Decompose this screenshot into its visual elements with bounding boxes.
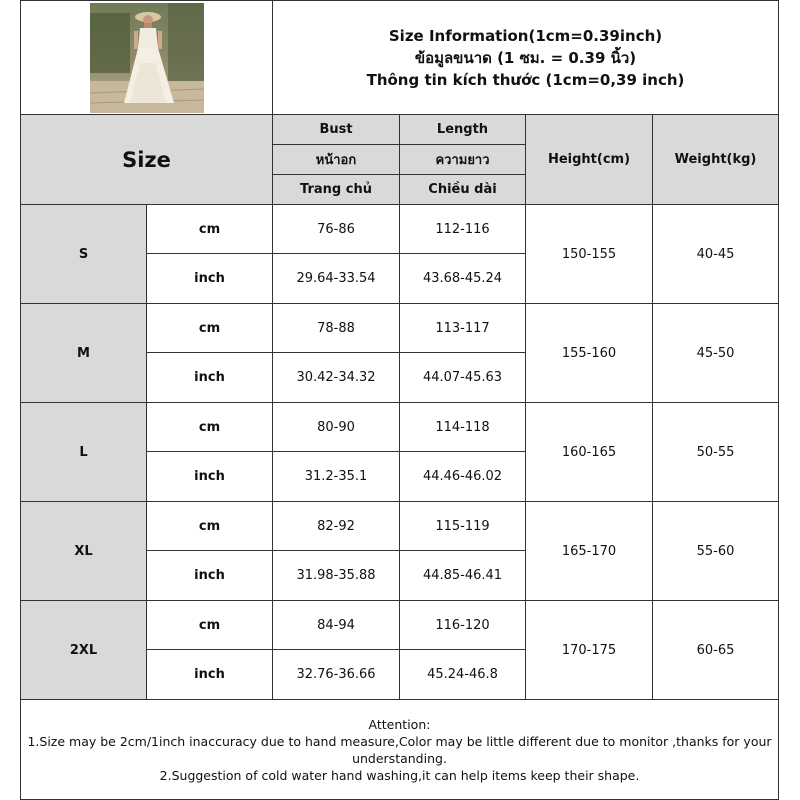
unit-cm-label: cm: [147, 601, 273, 650]
bust-cm-value: 78-88: [273, 304, 400, 353]
size-chart-table: [20, 0, 779, 800]
bust-cm-value: 84-94: [273, 601, 400, 650]
weight-value: 60-65: [653, 601, 779, 700]
title-line-vietnamese: Thông tin kích thước (1cm=0,39 inch): [366, 70, 685, 89]
title-line-english: Size Information(1cm=0.39inch): [388, 26, 663, 45]
bust-header-vietnamese: Trang chủ: [273, 175, 400, 205]
bust-cm-value: 76-86: [273, 205, 400, 254]
height-value: 150-155: [526, 205, 653, 304]
bust-header-english: Bust: [273, 115, 400, 145]
length-inch-value: 44.46-46.02: [400, 452, 526, 502]
table-row: [21, 205, 779, 254]
size-label: S: [21, 205, 147, 304]
unit-inch-label: inch: [147, 650, 273, 700]
bust-inch-value: 31.2-35.1: [273, 452, 400, 502]
height-value: 155-160: [526, 304, 653, 403]
unit-inch-label: inch: [147, 452, 273, 502]
unit-cm-label: cm: [147, 502, 273, 551]
weight-value: 50-55: [653, 403, 779, 502]
title-line-thai: ข้อมูลขนาด (1 ซม. = 0.39 นิ้ว): [414, 48, 637, 67]
bust-inch-value: 32.76-36.66: [273, 650, 400, 700]
length-inch-value: 44.07-45.63: [400, 353, 526, 403]
bust-cm-value: 80-90: [273, 403, 400, 452]
size-label: 2XL: [21, 601, 147, 700]
unit-inch-label: inch: [147, 254, 273, 304]
attention-notes: [21, 700, 779, 800]
table-row: [21, 601, 779, 650]
table-row: [21, 403, 779, 452]
table-row: [21, 502, 779, 551]
unit-cm-label: cm: [147, 205, 273, 254]
length-header-english: Length: [400, 115, 526, 145]
length-inch-value: 45.24-46.8: [400, 650, 526, 700]
unit-inch-label: inch: [147, 353, 273, 403]
size-information-title: [273, 1, 779, 115]
length-cm-value: 112-116: [400, 205, 526, 254]
size-label: XL: [21, 502, 147, 601]
bust-header-thai: หน้าอก: [273, 145, 400, 175]
size-label: L: [21, 403, 147, 502]
attention-note-2: 2.Suggestion of cold water hand washing,it can help items keep their shape.: [159, 767, 640, 783]
height-value: 160-165: [526, 403, 653, 502]
product-photo: [90, 3, 204, 113]
bust-inch-value: 30.42-34.32: [273, 353, 400, 403]
weight-value: 45-50: [653, 304, 779, 403]
height-value: 165-170: [526, 502, 653, 601]
unit-cm-label: cm: [147, 403, 273, 452]
length-inch-value: 44.85-46.41: [400, 551, 526, 601]
length-cm-value: 113-117: [400, 304, 526, 353]
length-header-thai: ความยาว: [400, 145, 526, 175]
table-row: [21, 304, 779, 353]
size-label: M: [21, 304, 147, 403]
length-header-vietnamese: Chiều dài: [400, 175, 526, 205]
bust-cm-value: 82-92: [273, 502, 400, 551]
unit-cm-label: cm: [147, 304, 273, 353]
length-cm-value: 114-118: [400, 403, 526, 452]
length-cm-value: 115-119: [400, 502, 526, 551]
product-photo-cell: [21, 1, 273, 115]
bust-inch-value: 29.64-33.54: [273, 254, 400, 304]
weight-header: Weight(kg): [653, 115, 779, 205]
bust-inch-value: 31.98-35.88: [273, 551, 400, 601]
length-inch-value: 43.68-45.24: [400, 254, 526, 304]
height-header: Height(cm): [526, 115, 653, 205]
size-column-header: Size: [21, 115, 273, 205]
attention-heading: Attention:: [368, 716, 431, 732]
length-cm-value: 116-120: [400, 601, 526, 650]
weight-value: 40-45: [653, 205, 779, 304]
weight-value: 55-60: [653, 502, 779, 601]
attention-note-1: 1.Size may be 2cm/1inch inaccuracy due to hand measure,Color may be little different due to monitor ,thanks for your understanding.: [27, 733, 772, 766]
height-value: 170-175: [526, 601, 653, 700]
unit-inch-label: inch: [147, 551, 273, 601]
